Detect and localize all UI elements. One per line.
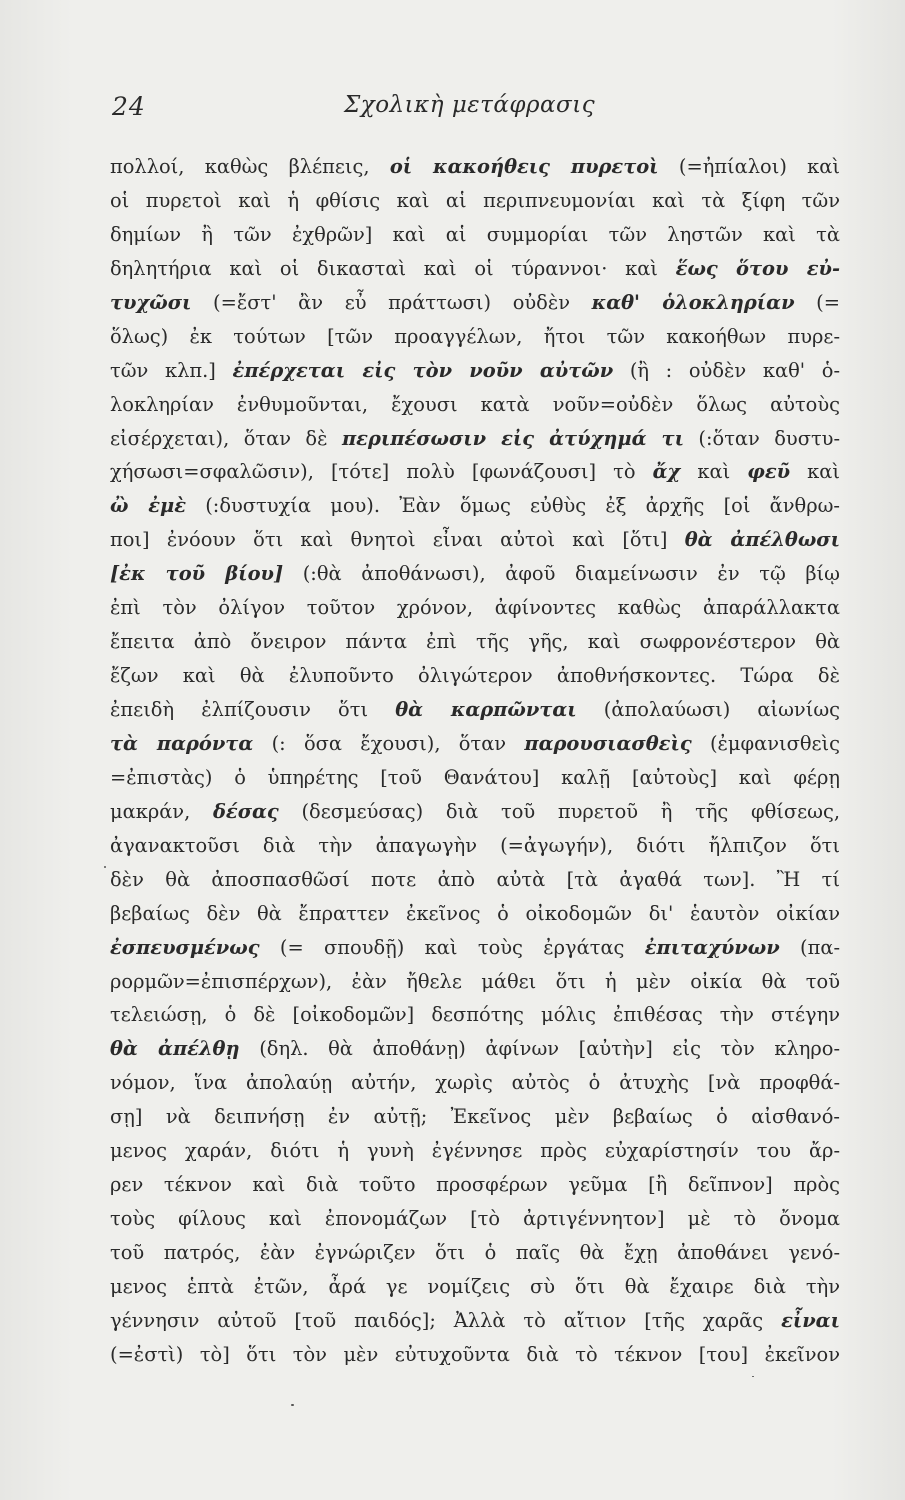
text-segment: μενος χαράν, διότι ἡ γυνὴ ἐγέννησε πρὸς εὐχαρίστησίν του ἄρ-: [110, 1139, 840, 1163]
text-line: [110, 1304, 840, 1338]
text-line: [110, 591, 840, 625]
body-text: [110, 150, 840, 1372]
text-segment: (= σπουδῇ) καὶ τοὺς ἐργάτας: [259, 935, 645, 959]
emphasized-phrase: θὰ ἀπέλθωσι: [684, 528, 840, 552]
emphasized-phrase: ἐσπευσμένως: [110, 935, 260, 959]
emphasized-phrase: ὢ ἐμὲ: [110, 494, 187, 518]
text-segment: τελειώσῃ, ὁ δὲ [οἰκοδομῶν] δεσπότης μόλις ἐπιθέσας τὴν στέγην: [110, 1003, 840, 1027]
text-segment: τοῦ πατρός, ἐὰν ἐγνώριζεν ὅτι ὁ παῖς θὰ ἔχῃ ἀποθάνει γενό-: [110, 1241, 840, 1264]
text-segment: πολλοί, καθὼς βλέπεις,: [110, 155, 390, 178]
text-segment: (ἐμφανισθεὶς: [691, 731, 841, 755]
text-line: [110, 422, 840, 456]
emphasized-phrase: ἐπέρχεται εἰς τὸν νοῦν αὐτῶν: [232, 358, 614, 382]
text-line: [110, 218, 840, 252]
emphasized-phrase: παρουσιασθεὶς: [524, 731, 692, 755]
text-line: [110, 1168, 840, 1202]
text-segment: (: ὅσα ἔχουσι), ὅταν: [253, 731, 525, 755]
running-title: Σχολικὴ μετάφρασις: [344, 92, 596, 118]
text-line: [110, 1066, 840, 1100]
ink-speck: [752, 1376, 754, 1377]
text-segment: (πα-: [779, 935, 840, 959]
text-line: [110, 931, 840, 965]
text-line: [110, 693, 840, 727]
text-line: [110, 1338, 840, 1372]
text-line: [110, 1032, 840, 1066]
emphasized-phrase: τὰ παρόντα: [110, 731, 254, 755]
text-line: [110, 388, 840, 422]
emphasized-phrase: καθ' ὁλοκληρίαν: [591, 290, 795, 314]
text-segment: λοκληρίαν ἐνθυμοῦνται, ἔχουσι κατὰ νοῦν=οὐδὲν ὅλως αὐτοὺς: [110, 392, 840, 416]
text-line: [110, 354, 840, 388]
text-line: [110, 286, 840, 320]
text-segment: καὶ: [680, 460, 748, 484]
text-segment: ποι] ἐνόουν ὅτι καὶ θνητοὶ εἶναι αὐτοὶ καὶ [ὅτι]: [110, 528, 685, 552]
text-segment: μενος ἑπτὰ ἐτῶν, ἆρά γε νομίζεις σὺ ὅτι θὰ ἔχαιρε διὰ τὴν: [110, 1274, 840, 1298]
ink-speck: [291, 1404, 294, 1406]
text-segment: τῶν κλπ.]: [110, 358, 233, 382]
text-line: [110, 523, 840, 557]
text-line: [110, 1236, 840, 1270]
text-line: [110, 184, 840, 218]
text-line: [110, 998, 840, 1032]
text-segment: ἐπὶ τὸν ὀλίγον τοῦτον χρόνον, ἀφίνοντες καθὼς ἀπαράλλακτα: [110, 596, 840, 620]
text-line: [110, 761, 840, 795]
text-segment: καὶ: [790, 460, 840, 484]
text-line: [110, 455, 840, 489]
emphasized-phrase: εἶναι: [781, 1308, 840, 1332]
text-line: [110, 727, 840, 761]
text-segment: χήσωσι=σφαλῶσιν), [τότε] πολὺ [φωνάζουσι] τὸ: [110, 460, 653, 484]
text-segment: (:ὅταν δυστυ-: [683, 426, 841, 450]
emphasized-phrase: ἕως ὅτου εὐ-: [675, 256, 841, 280]
text-segment: σῃ] νὰ δειπνήσῃ ἐν αὐτῇ; Ἐκεῖνος μὲν βεβαίως ὁ αἰσθανό-: [110, 1105, 840, 1129]
text-segment: γέννησιν αὐτοῦ [τοῦ παιδός]; Ἀλλὰ τὸ αἴτιον [τῆς χαρᾶς: [110, 1308, 782, 1332]
text-line: [110, 1270, 840, 1304]
text-segment: ρορμῶν=ἐπισπέρχων), ἐὰν ἤθελε μάθει ὅτι ἡ μὲν οἰκία θὰ τοῦ: [110, 969, 840, 993]
text-line: [110, 659, 840, 693]
text-line: [110, 829, 840, 863]
text-line: [110, 489, 840, 523]
text-segment: (=: [794, 290, 840, 314]
text-line: [110, 897, 840, 931]
text-line: [110, 1202, 840, 1236]
text-segment: βεβαίως δὲν θὰ ἔπραττεν ἐκεῖνος ὁ οἰκοδομῶν δι' ἑαυτὸν οἰκίαν: [110, 901, 840, 925]
text-segment: δημίων ἢ τῶν ἐχθρῶν] καὶ αἱ συμμορίαι τῶν ληστῶν καὶ τὰ: [110, 222, 840, 246]
text-line: [110, 863, 840, 897]
text-line: [110, 150, 840, 184]
text-line: [110, 1134, 840, 1168]
page-header: [112, 92, 832, 132]
text-segment: ὅλως) ἐκ τούτων [τῶν προαγγέλων, ἤτοι τῶν κακοήθων πυρε-: [110, 324, 840, 348]
emphasized-phrase: θὰ καρπῶνται: [395, 698, 577, 721]
text-segment: τοὺς φίλους καὶ ἐπονομάζων [τὸ ἀρτιγέννητον] μὲ τὸ ὄνομα: [110, 1207, 840, 1231]
text-segment: νόμον, ἵνα ἀπολαύῃ αὐτήν, χωρὶς αὐτὸς ὁ ἀτυχὴς [νὰ προφθά-: [110, 1071, 840, 1095]
text-line: [110, 795, 840, 829]
emphasized-phrase: θὰ ἀπέλθῃ: [110, 1037, 240, 1061]
text-segment: οἱ πυρετοὶ καὶ ἡ φθίσις καὶ αἱ περιπνευμονίαι καὶ τὰ ξίφη τῶν: [110, 188, 840, 212]
emphasized-phrase: [ἐκ τοῦ βίου]: [110, 562, 284, 586]
text-segment: ρεν τέκνον καὶ διὰ τοῦτο προσφέρων γεῦμα [ἢ δεῖπνον] πρὸς: [110, 1173, 840, 1197]
text-segment: (:θὰ ἀποθάνωσι), ἀφοῦ διαμείνωσιν ἐν τῷ βίῳ: [283, 562, 840, 586]
emphasized-phrase: ἐπιταχύνων: [644, 935, 780, 959]
ink-speck: [104, 866, 106, 868]
emphasized-phrase: ἄχ: [652, 460, 681, 484]
text-segment: ἔπειτα ἀπὸ ὄνειρον πάντα ἐπὶ τῆς γῆς, καὶ σωφρονέστερον θὰ: [110, 630, 840, 654]
text-segment: δηλητήρια καὶ οἱ δικασταὶ καὶ οἱ τύραννοι· καὶ: [110, 256, 676, 280]
text-segment: ἐπειδὴ ἐλπίζουσιν ὅτι: [110, 698, 396, 721]
text-segment: ἀγανακτοῦσι διὰ τὴν ἀπαγωγὴν (=ἀγωγήν), διότι ἤλπιζον ὅτι: [110, 833, 840, 857]
text-line: [110, 625, 840, 659]
text-line: [110, 557, 840, 591]
text-segment: (ἢ : οὐδὲν καθ' ὁ-: [613, 358, 840, 382]
text-segment: ἔζων καὶ θὰ ἐλυποῦντο ὀλιγώτερον ἀποθνήσκοντες. Τώρα δὲ: [110, 664, 840, 688]
emphasized-phrase: οἱ κακοήθεις πυρετοὶ: [389, 155, 659, 178]
text-segment: (δηλ. θὰ ἀποθάνῃ) ἀφίνων [αὐτὴν] εἰς τὸν κληρο-: [239, 1037, 840, 1061]
text-segment: (δεσμεύσας) διὰ τοῦ πυρετοῦ ἢ τῆς φθίσεως,: [278, 799, 840, 823]
text-line: [110, 1100, 840, 1134]
emphasized-phrase: περιπέσωσιν εἰς ἀτύχημά τι: [341, 426, 684, 450]
text-line: [110, 965, 840, 999]
text-segment: (:δυστυχία μου). Ἐὰν ὅμως εὐθὺς ἐξ ἀρχῆς [οἱ ἄνθρω-: [186, 494, 840, 518]
text-segment: (=ἔστ' ἂν εὖ πράττωσι) οὐδὲν: [191, 290, 592, 314]
text-segment: =ἐπιστὰς) ὁ ὑπηρέτης [τοῦ Θανάτου] καλῇ [αὐτοὺς] καὶ φέρῃ: [110, 765, 840, 789]
text-segment: (=ἐστὶ) τὸ] ὅτι τὸν μὲν εὐτυχοῦντα διὰ τὸ τέκνον [του] ἐκεῖνον: [110, 1342, 840, 1366]
text-segment: εἰσέρχεται), ὅταν δὲ: [110, 426, 342, 450]
text-segment: (=ἠπίαλοι) καὶ: [658, 155, 840, 178]
text-segment: (ἀπολαύωσι) αἰωνίως: [576, 698, 840, 721]
emphasized-phrase: τυχῶσι: [110, 290, 192, 314]
text-line: [110, 252, 840, 286]
text-segment: δὲν θὰ ἀποσπασθῶσί ποτε ἀπὸ αὐτὰ [τὰ ἀγαθά των]. Ἢ τί: [110, 867, 840, 891]
text-segment: μακράν,: [110, 799, 213, 823]
emphasized-phrase: φεῦ: [747, 460, 791, 484]
page-number: 24: [112, 92, 146, 121]
text-line: [110, 320, 840, 354]
emphasized-phrase: δέσας: [212, 799, 279, 823]
